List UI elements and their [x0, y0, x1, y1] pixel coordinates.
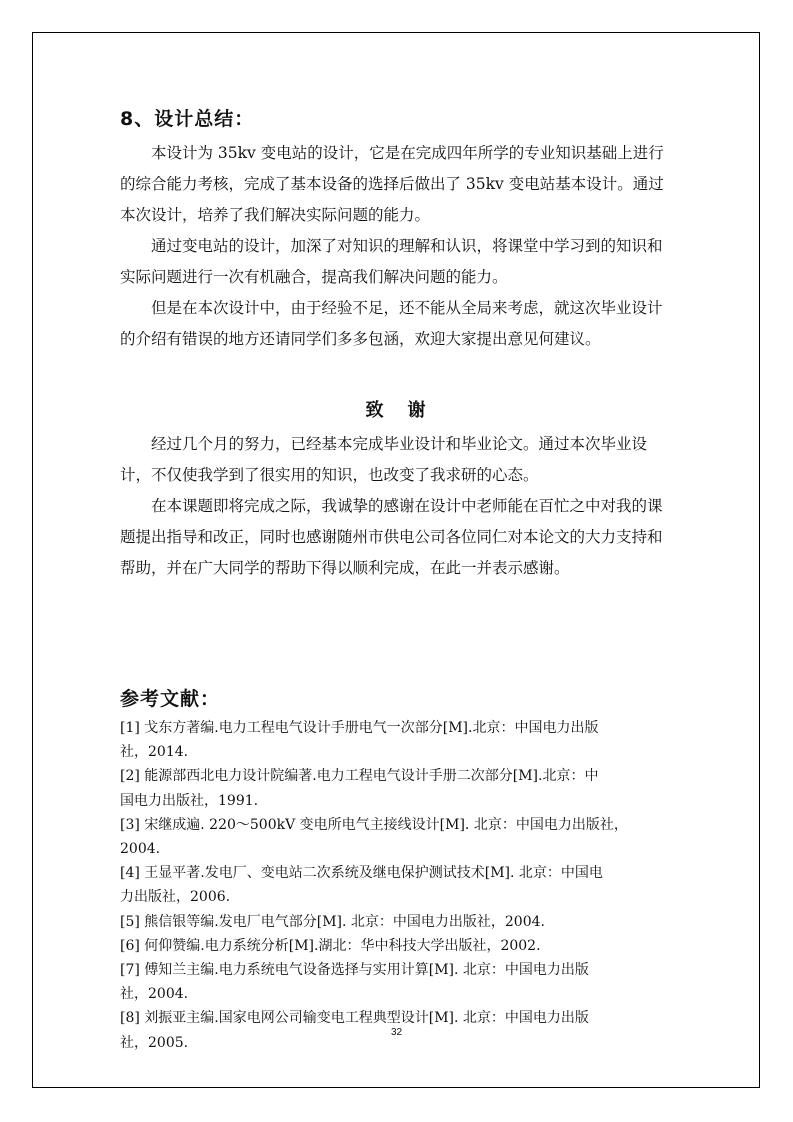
acknowledgement-heading — [0, 396, 793, 422]
reference-line: [3] 宋继成遍. 220～500kV 变电所电气主接线设计[M]. 北京：中国电力出版社， — [120, 816, 628, 833]
acknowledgement-paragraph-1 — [120, 429, 676, 491]
summary-paragraph-1 — [120, 138, 676, 231]
summary-paragraph-3 — [120, 293, 676, 355]
reference-line: 2004. — [120, 841, 161, 858]
text-line: 帮助，并在广大同学的帮助下得以顺利完成，在此一并表示感谢。 — [120, 559, 570, 577]
acknowledgement-heading-char-2: 谢 — [407, 400, 428, 421]
text-line: 题提出指导和改正，同时也感谢随州市供电公司各位同仁对本论文的大力支持和 — [120, 528, 663, 546]
text-line: 计，不仅使我学到了很实用的知识，也改变了我求研的心态。 — [120, 466, 539, 484]
reference-line: 国电力出版社，1991. — [120, 792, 259, 809]
reference-line: [2] 能源部西北电力设计院编著.电力工程电气设计手册二次部分[M].北京：中 — [120, 768, 599, 785]
reference-line: [8] 刘振亚主编.国家电网公司输变电工程典型设计[M]. 北京：中国电力出版 — [120, 1010, 589, 1027]
summary-paragraph-2 — [120, 231, 676, 293]
reference-line: [4] 王显平著.发电厂、变电站二次系统及继电保护测试技术[M]. 北京：中国电 — [120, 865, 603, 882]
acknowledgement-heading-char-1: 致 — [365, 400, 386, 421]
text-line: 本设计为 35kv 变电站的设计，它是在完成四年所学的专业知识基础上进行 — [151, 144, 664, 162]
references-heading: 参考文献： — [120, 688, 221, 710]
reference-line: [5] 熊信银等编.发电厂电气部分[M]. 北京：中国电力出版社，2004. — [120, 913, 545, 930]
reference-line: [6] 何仰赞编.电力系统分析[M].湖北：华中科技大学出版社，2002. — [120, 937, 541, 954]
reference-line: 社，2014. — [120, 744, 189, 761]
text-line: 本次设计，培养了我们解决实际问题的能力。 — [120, 206, 431, 224]
text-line: 通过变电站的设计，加深了对知识的理解和认识，将课堂中学习到的知识和 — [151, 237, 663, 255]
reference-line: 社，2004. — [120, 986, 189, 1003]
acknowledgement-paragraph-2 — [120, 491, 676, 584]
reference-line: 力出版社，2006. — [120, 889, 231, 906]
text-line: 在本课题即将完成之际，我诚挚的感谢在设计中老师能在百忙之中对我的课 — [151, 497, 663, 515]
text-line: 的介绍有错误的地方还请同学们多多包涵，欢迎大家提出意见何建议。 — [120, 330, 601, 348]
text-line: 的综合能力考核，完成了基本设备的选择后做出了 35kv 变电站基本设计。通过 — [120, 175, 664, 193]
references-list — [120, 716, 676, 1055]
text-line: 但是在本次设计中，由于经验不足，还不能从全局来考虑，就这次毕业设计 — [151, 299, 663, 317]
reference-line: [7] 傅知兰主编.电力系统电气设备选择与实用计算[M]. 北京：中国电力出版 — [120, 962, 589, 979]
summary-heading: 8、设计总结： — [120, 108, 255, 130]
reference-line: [1] 戈东方著编.电力工程电气设计手册电气一次部分[M].北京：中国电力出版 — [120, 720, 599, 736]
reference-line: 社，2005. — [120, 1034, 189, 1051]
text-line: 实际问题进行一次有机融合，提高我们解决问题的能力。 — [120, 268, 508, 286]
page-number: 32 — [390, 1027, 403, 1038]
text-line: 经过几个月的努力，已经基本完成毕业设计和毕业论文。通过本次毕业设 — [151, 435, 648, 453]
